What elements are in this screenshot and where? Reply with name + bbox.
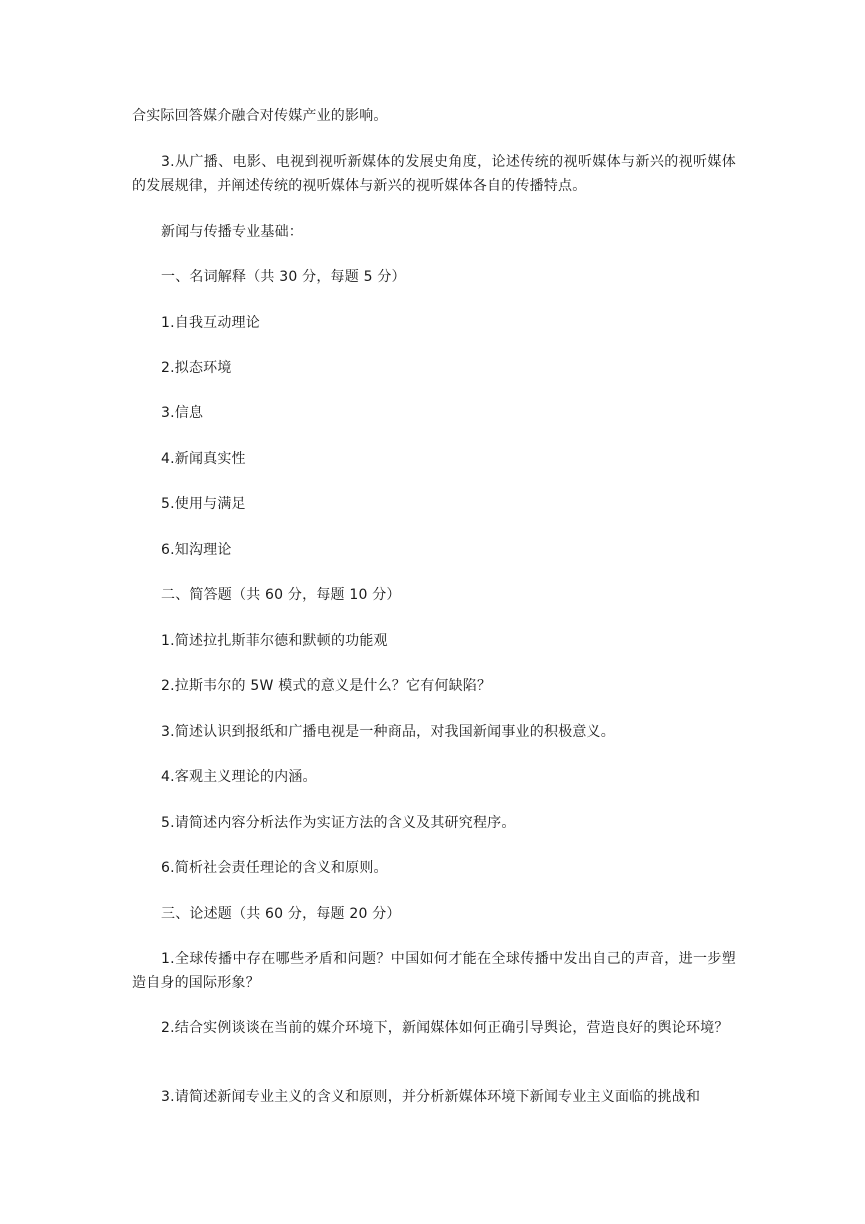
term-2: 2.拟态环境 xyxy=(161,360,232,376)
part-2-heading-short-answer: 二、简答题（共 60 分，每题 10 分） xyxy=(161,587,401,603)
short-answer-3: 3.简述认识到报纸和广播电视是一种商品，对我国新闻事业的积极意义。 xyxy=(161,724,615,740)
essay-2: 2.结合实例谈谈在当前的媒介环境下，新闻媒体如何正确引导舆论，营造良好的舆论环境？ xyxy=(161,1020,729,1036)
short-answer-1: 1.简述拉扎斯菲尔德和默顿的功能观 xyxy=(161,633,388,649)
question-3-media-development: 3.从广播、电影、电视到视听新媒体的发展史角度，论述传统的视听媒体与新兴的视听媒体的发展规律，并阐述传统的视听媒体与新兴的视听媒体各自的传播特点。 xyxy=(132,154,736,194)
essay-1: 1.全球传播中存在哪些矛盾和问题？中国如何才能在全球传播中发出自己的声音，进一步塑造自身的国际形象？ xyxy=(132,951,736,991)
term-6: 6.知沟理论 xyxy=(161,542,232,558)
term-3: 3.信息 xyxy=(161,405,204,421)
paragraph-continuation: 合实际回答媒介融合对传媒产业的影响。 xyxy=(132,108,388,124)
short-answer-4: 4.客观主义理论的内涵。 xyxy=(161,769,317,785)
term-1: 1.自我互动理论 xyxy=(161,315,260,331)
short-answer-2: 2.拉斯韦尔的 5W 模式的意义是什么？它有何缺陷？ xyxy=(161,678,492,694)
essay-3: 3.请简述新闻专业主义的含义和原则，并分析新媒体环境下新闻专业主义面临的挑战和 xyxy=(161,1089,701,1105)
section-heading-fundamentals: 新闻与传播专业基础： xyxy=(161,224,303,240)
part-1-heading-terms: 一、名词解释（共 30 分，每题 5 分） xyxy=(161,269,406,285)
part-3-heading-essay: 三、论述题（共 60 分，每题 20 分） xyxy=(161,906,401,922)
short-answer-5: 5.请简述内容分析法作为实证方法的含义及其研究程序。 xyxy=(161,815,516,831)
short-answer-6: 6.简析社会责任理论的含义和原则。 xyxy=(161,860,388,876)
term-5: 5.使用与满足 xyxy=(161,496,246,512)
term-4: 4.新闻真实性 xyxy=(161,451,246,467)
